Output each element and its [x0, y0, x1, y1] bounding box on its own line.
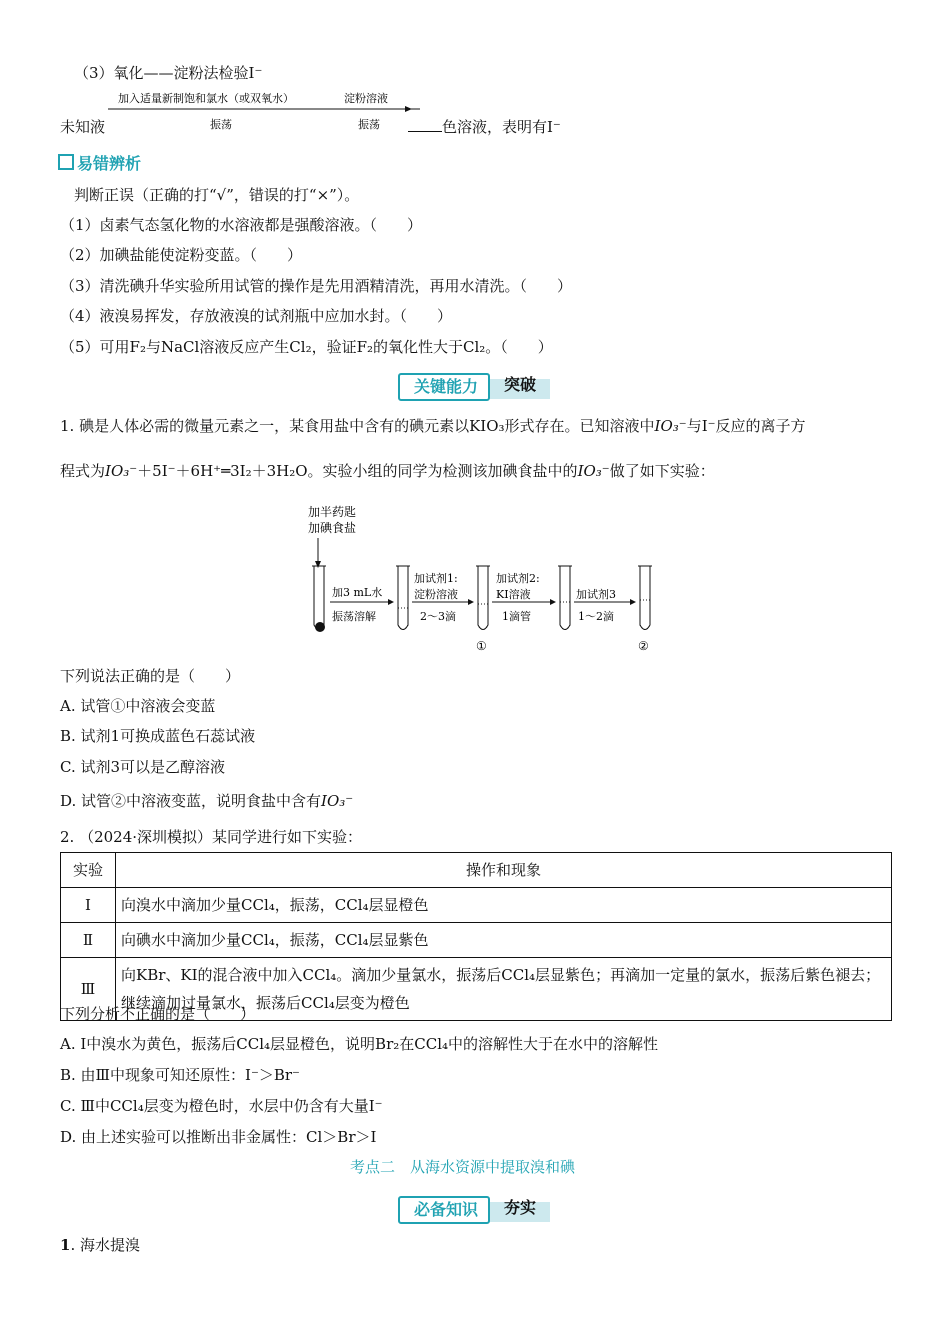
badge-right: 夯实: [504, 1198, 537, 1217]
table-cell-text: 向溴水中滴加少量CCl₄，振荡，CCl₄层显橙色: [116, 888, 892, 923]
table-cell-id: Ⅰ: [61, 888, 116, 923]
iodate-ion: IO₃⁻: [105, 462, 138, 480]
yicuo-item-5: （5）可用F₂与NaCl溶液反应产生Cl₂，验证F₂的氧化性大于Cl₂。（ ）: [60, 338, 553, 356]
badge-key-ability: [398, 371, 558, 401]
s3-result: [408, 116, 561, 137]
square-icon: [58, 154, 74, 170]
table-header-row: [61, 853, 892, 888]
arrow2-bottom-label: 振荡: [358, 118, 380, 131]
fig-step2-bottom: 2～3滴: [420, 610, 456, 623]
yicuo-intro: 判断正误（正确的打“√”，错误的打“×”）。: [74, 186, 360, 204]
badge-essential-knowledge: [398, 1194, 558, 1224]
q1-line2-c: 做了如下实验：: [609, 462, 715, 480]
badge-left: 关键能力: [398, 373, 490, 401]
fig-step3-bottom: 1滴管: [502, 610, 531, 623]
q1-option-d-text: D. 试管②中溶液变蓝，说明食盐中含有: [60, 792, 322, 810]
yicuo-item-1: （1）卤素气态氢化物的水溶液都是强酸溶液。（ ）: [60, 216, 423, 234]
table-cell-id: Ⅱ: [61, 923, 116, 958]
iodate-ion: IO₃⁻: [577, 462, 610, 480]
q2-option-d: D. 由上述实验可以推断出非金属性：Cl＞Br＞I: [60, 1128, 377, 1146]
table-cell-text: 向KBr、KI的混合液中加入CCl₄。滴加少量氯水，振荡后CCl₄层显紫色；再滴加一定量的氯水，振荡后紫色褪去；继续滴加过量氯水，振荡后CCl₄层变为橙色: [116, 958, 892, 1021]
yicuo-item-2: （2）加碘盐能使淀粉变蓝。（ ）: [60, 246, 303, 264]
table-row: [61, 888, 892, 923]
q1-prompt: 下列说法正确的是（ ）: [60, 667, 241, 685]
reaction-arrows: [100, 88, 420, 134]
q1-line1-b: 与I⁻反应的离子方: [686, 417, 806, 435]
fig-step3-top2: KI溶液: [496, 588, 531, 601]
test-tube-0: [312, 566, 326, 632]
q1-line2-b: ＋5I⁻＋6H⁺═3I₂＋3H₂O。实验小组的同学为检测该加碘食盐中的: [137, 462, 578, 480]
subsection-text: . 海水提溴: [70, 1236, 140, 1254]
arrow2-top-label: 淀粉溶液: [344, 92, 388, 105]
salt-solid: [315, 622, 325, 632]
fig-top-label-2: 加碘食盐: [308, 521, 357, 535]
q1-option-a: A. 试管①中溶液会变蓝: [60, 697, 216, 715]
q1-option-d: [60, 790, 353, 811]
answer-blank: [408, 117, 442, 132]
arrow-head: [405, 106, 412, 112]
table-cell-text: 向碘水中滴加少量CCl₄，振荡，CCl₄层显紫色: [116, 923, 892, 958]
test-tube-3: [558, 566, 572, 630]
fig-step1-top: 加3 mL水: [332, 586, 383, 599]
iodate-ion: IO₃⁻: [321, 792, 354, 810]
fig-tube-label-1: ①: [476, 639, 487, 653]
q1-option-b: B. 试剂1可换成蓝色石蕊试液: [60, 727, 256, 745]
table-header: 操作和现象: [116, 853, 892, 888]
fig-step4-bottom: 1～2滴: [578, 610, 614, 623]
q1-line2: [60, 460, 715, 481]
arrow1-top-label: 加入适量新制饱和氯水（或双氧水）: [118, 92, 294, 105]
q2-prompt: 下列分析不正确的是（ ）: [60, 1005, 256, 1023]
q2-option-b: B. 由Ⅲ中现象可知还原性：I⁻＞Br⁻: [60, 1066, 300, 1084]
fig-step2-top2: 淀粉溶液: [414, 588, 458, 601]
test-tube-2: [476, 566, 490, 630]
fig-step2-top1: 加试剂1:: [414, 572, 458, 585]
table-cell-id: Ⅲ: [61, 958, 116, 1021]
arrow1-bottom-label: 振荡: [210, 118, 232, 131]
q2-stem: 2. （2024·深圳模拟）某同学进行如下实验：: [60, 828, 363, 846]
s3-start: 未知液: [60, 118, 106, 136]
subsection-heading: [60, 1234, 140, 1255]
fig-top-label-1: 加半药匙: [308, 505, 357, 519]
fig-step1-bottom: 振荡溶解: [332, 610, 376, 623]
test-tube-1: [396, 566, 410, 630]
subsection-number: 1: [60, 1236, 71, 1254]
fig-down-arrowhead: [315, 561, 321, 568]
yicuo-item-4: （4）液溴易挥发，存放液溴的试剂瓶中应加水封。（ ）: [60, 307, 453, 325]
badge-right: 突破: [504, 375, 537, 394]
yicuo-item-3: （3）清洗碘升华实验所用试管的操作是先用酒精清洗，再用水清洗。（ ）: [60, 277, 573, 295]
q2-option-a: A. Ⅰ中溴水为黄色，振荡后CCl₄层显橙色，说明Br₂在CCl₄中的溶解性大于在水中的溶解性: [60, 1035, 659, 1053]
q1-line2-a: 程式为: [60, 462, 106, 480]
section-title: 考点二 从海水资源中提取溴和碘: [350, 1158, 576, 1176]
badge-left: 必备知识: [398, 1196, 490, 1224]
q1-line1: [60, 415, 806, 436]
fig-step3-top1: 加试剂2:: [496, 572, 540, 585]
yicuo-title-text: 易错辨析: [77, 154, 142, 173]
fig-step4-top: 加试剂3: [576, 588, 616, 601]
experiment-figure: [300, 500, 660, 660]
fig-tube-label-2: ②: [638, 639, 649, 653]
s3-heading: （3）氧化——淀粉法检验I⁻: [74, 64, 263, 82]
q2-option-c: C. Ⅲ中CCl₄层变为橙色时，水层中仍含有大量I⁻: [60, 1097, 383, 1115]
q1-option-c: C. 试剂3可以是乙醇溶液: [60, 758, 226, 776]
table-row: [61, 923, 892, 958]
s3-tail: 色溶液，表明有I⁻: [442, 118, 561, 136]
table-header: 实验: [61, 853, 116, 888]
q1-line1-a: 1. 碘是人体必需的微量元素之一，某食用盐中含有的碘元素以KIO₃形式存在。已知溶液中: [60, 417, 655, 435]
experiment-table: [60, 852, 892, 1021]
yicuo-title: [58, 151, 141, 174]
test-tube-4: [638, 566, 652, 630]
iodate-ion: IO₃⁻: [654, 417, 687, 435]
